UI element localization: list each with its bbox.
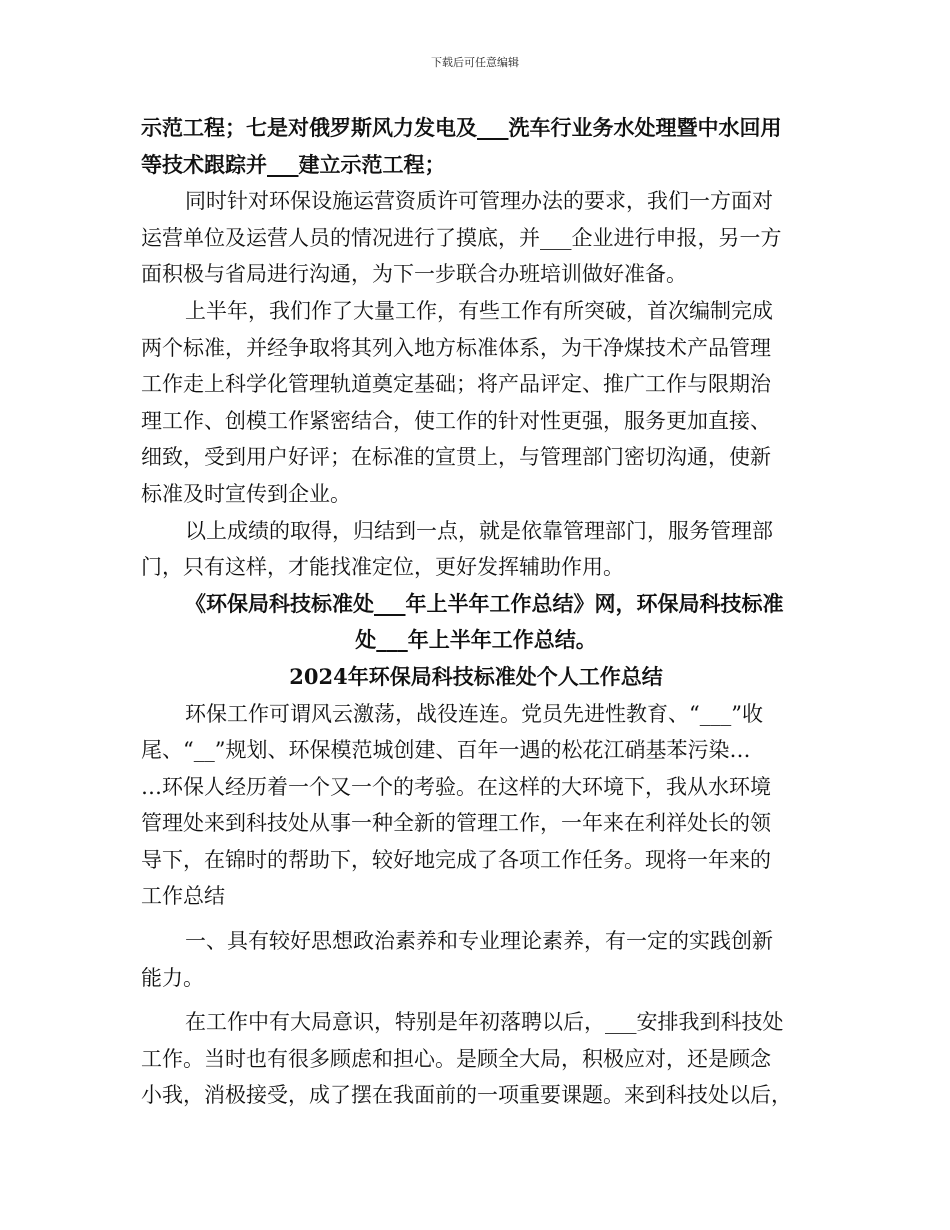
text-line: 等技术跟踪并___建立示范工程； <box>141 151 446 177</box>
article-link-title-end: 处___年上半年工作总结。 <box>355 627 597 653</box>
text-line: 运营单位及运营人员的情况进行了摸底，并___企业进行申报，另一方 <box>141 225 782 250</box>
text-line: 细致，受到用户好评；在标准的宣贯上，与管理部门密切沟通，使新 <box>141 445 771 470</box>
paragraph-start: 在工作中有大局意识，特别是年初落聘以后，___安排我到科技处 <box>185 1010 784 1035</box>
paragraph-start: 环保工作可谓风云激荡，战役连连。党员先进性教育、“___”收 <box>185 701 763 726</box>
page-header: 下载后可任意编辑 <box>431 56 519 69</box>
text-line: …环保人经历着一个又一个的考验。在这样的大环境下，我从水环境 <box>141 774 771 799</box>
text-line: 小我，消极接受，成了摆在我面前的一项重要课题。来到科技处以后， <box>141 1083 792 1108</box>
subheading-line: 一、具有较好思想政治素养和专业理论素养，有一定的实践创新 <box>185 929 773 954</box>
paragraph-start: 以上成绩的取得，归结到一点，就是依靠管理部门，服务管理部 <box>185 518 773 543</box>
text-line: 理工作、创模工作紧密结合，使工作的针对性更强，服务更加直接、 <box>141 408 771 433</box>
text-line: 标准及时宣传到企业。 <box>141 481 351 506</box>
text-line: 两个标准，并经争取将其列入地方标准体系，为干净煤技术产品管理 <box>141 335 771 360</box>
text-line: 能力。 <box>141 965 204 990</box>
document-body <box>141 110 811 1114</box>
text-line: 管理处来到科技处从事一种全新的管理工作，一年来在利祥处长的领 <box>141 811 771 836</box>
text-line: 工作总结 <box>141 884 225 909</box>
text-line: 门，只有这样，才能找准定位，更好发挥辅助作用。 <box>141 555 624 580</box>
paragraph-start: 同时针对环保设施运营资质许可管理办法的要求，我们一方面对 <box>185 189 773 214</box>
paragraph-gap <box>141 915 811 923</box>
paragraph-gap <box>141 996 811 1004</box>
text-line: 工作走上科学化管理轨道奠定基础；将产品评定、推广工作与限期治 <box>141 372 771 397</box>
paragraph-start: 上半年，我们作了大量工作，有些工作有所突破，首次编制完成 <box>185 298 773 323</box>
text-line: 尾、“__”规划、环保模范城创建、百年一遇的松花江硝基苯污染… <box>141 738 751 763</box>
text-line: 导下，在锦时的帮助下，较好地完成了各项工作任务。现将一年来的 <box>141 847 771 872</box>
text-line: 示范工程；七是对俄罗斯风力发电及___洗车行业务水处理暨中水回用 <box>141 115 782 140</box>
text-line: 面积极与省局进行沟通，为下一步联合办班培训做好准备。 <box>141 262 687 287</box>
section-title: 2024年环保局科技标准处个人工作总结 <box>289 663 663 689</box>
article-link-title: 《环保局科技标准处___年上半年工作总结》网，环保局科技标准 <box>185 590 784 616</box>
text-line: 工作。当时也有很多顾虑和担心。是顾全大局，积极应对，还是顾念 <box>141 1046 771 1071</box>
